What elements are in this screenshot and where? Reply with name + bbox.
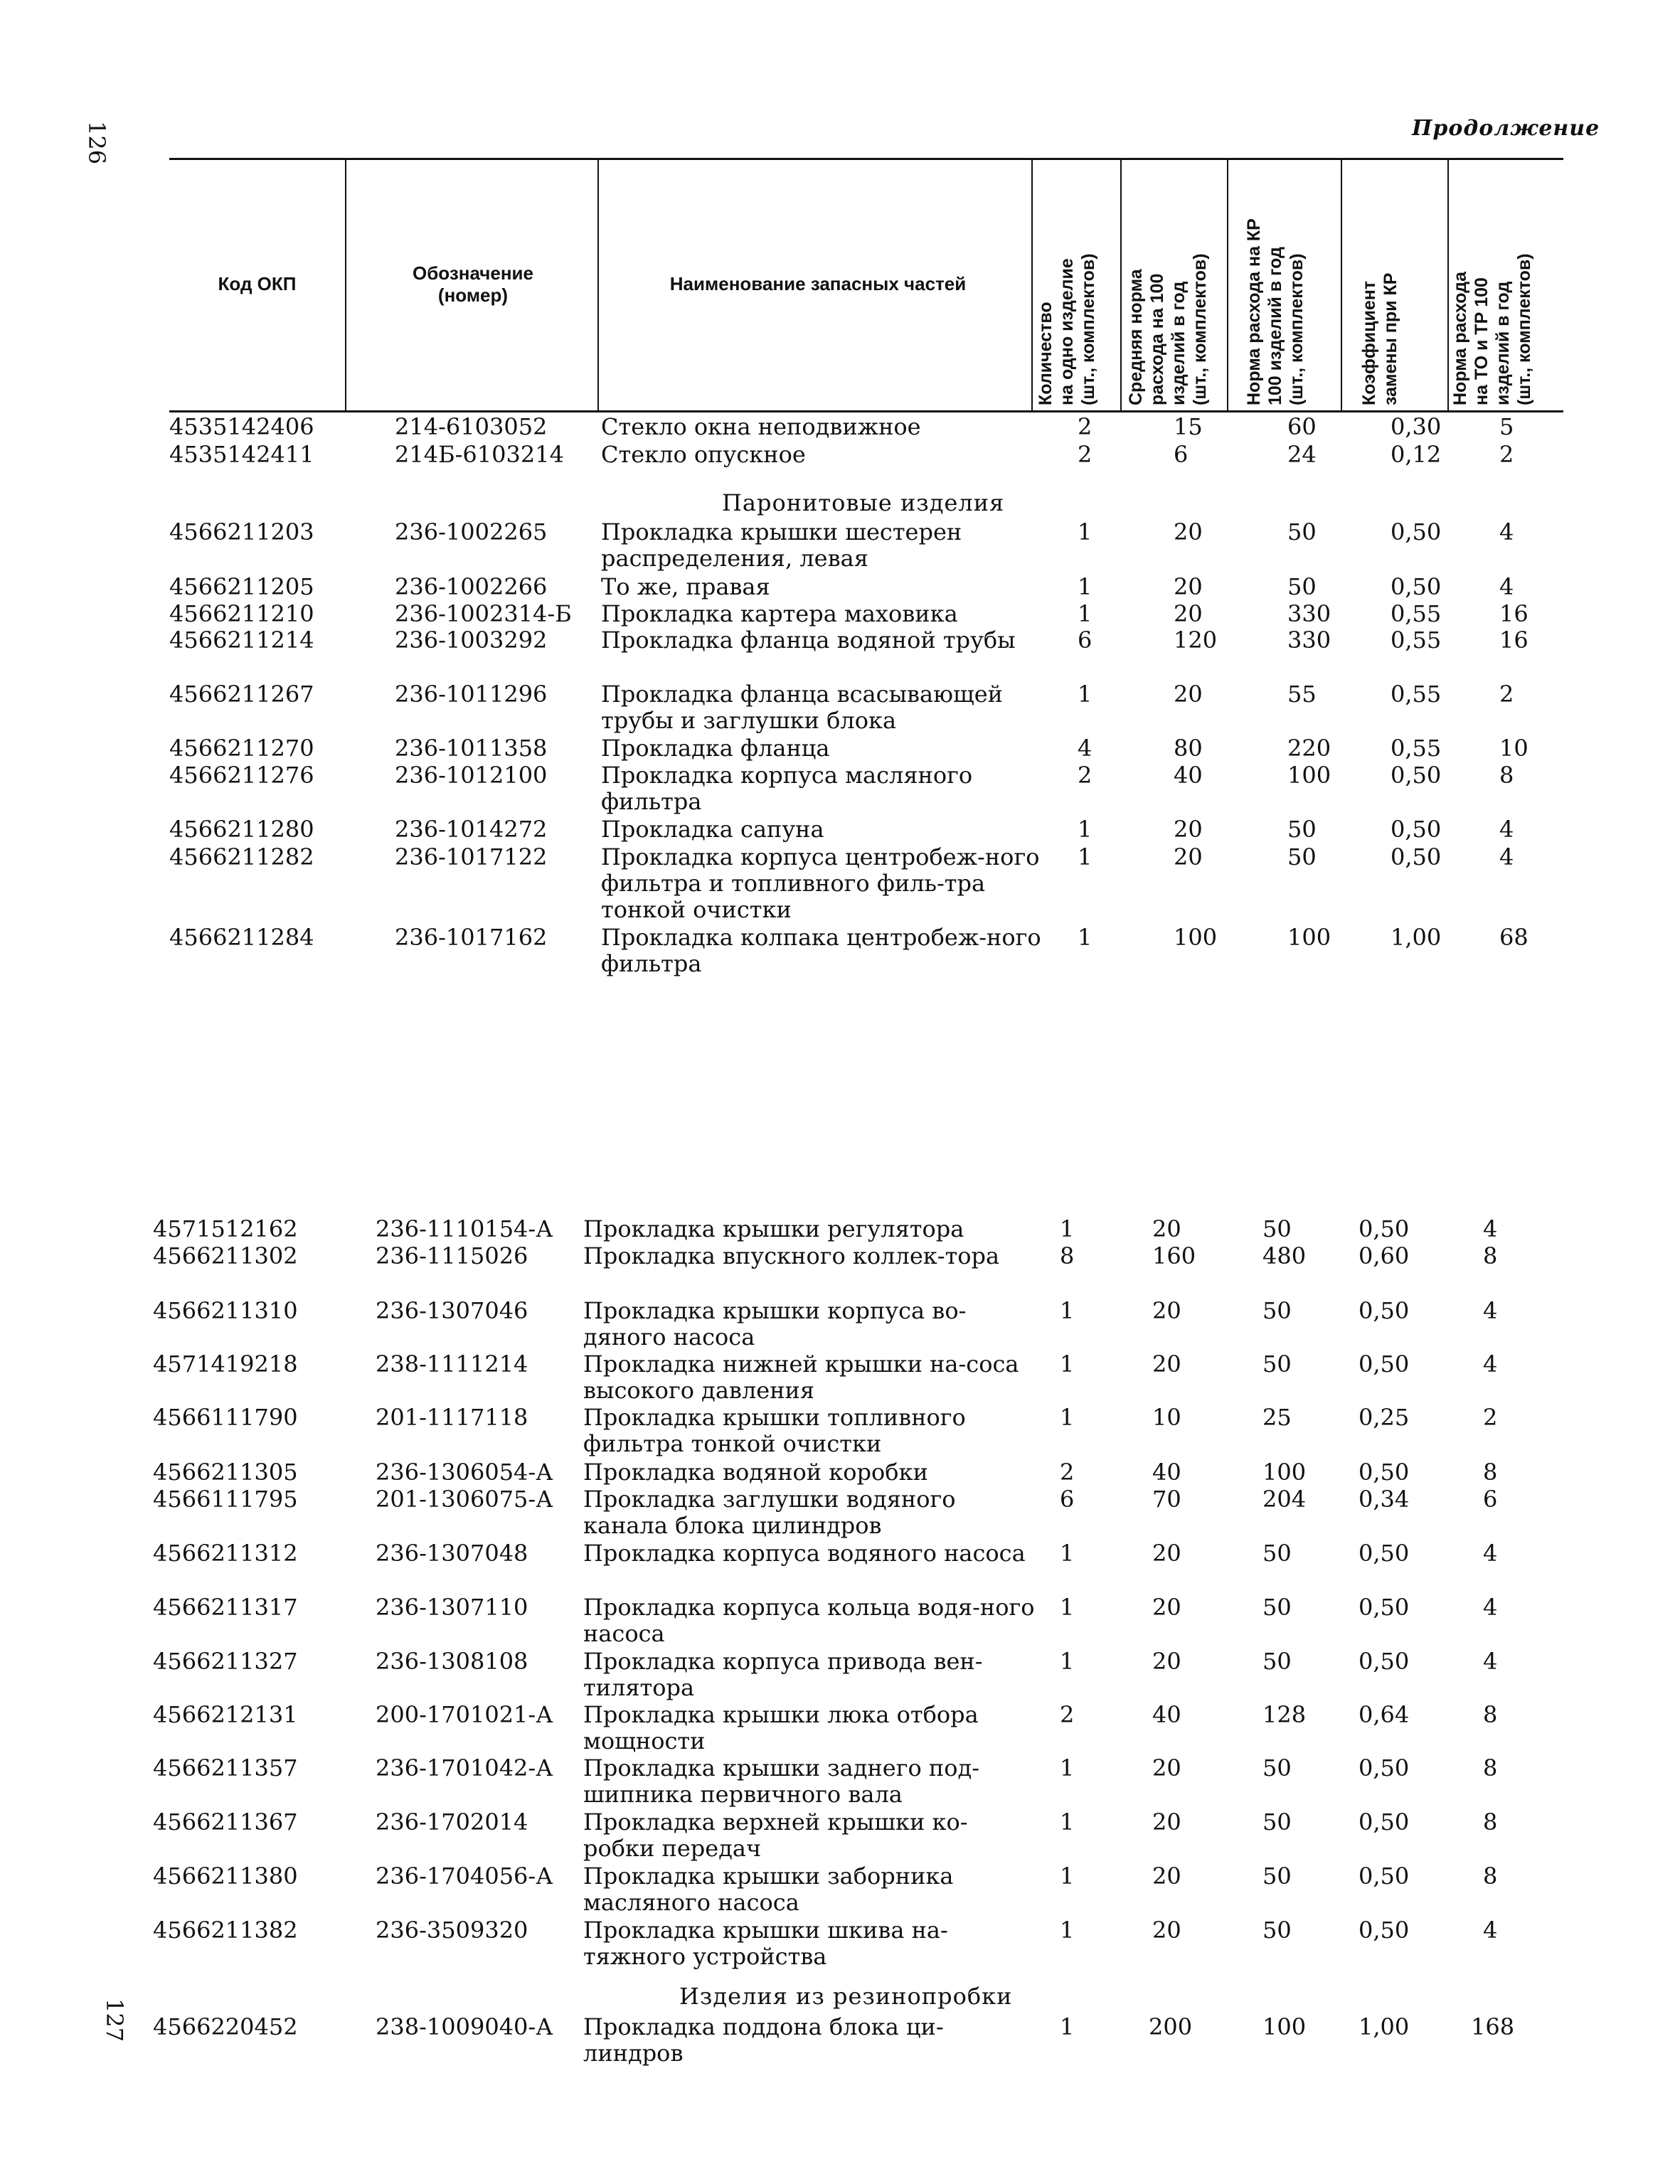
replace-coef: 0,12 <box>1391 441 1442 468</box>
avg-norm: 40 <box>1152 1459 1181 1486</box>
qty-per-unit: 1 <box>1060 1404 1075 1431</box>
part-name: Прокладка впускного коллек-тора <box>583 1242 1000 1269</box>
kr-norm: 480 <box>1262 1242 1307 1269</box>
part-name: Прокладка фланца <box>601 735 830 762</box>
to-norm: 5 <box>1499 413 1514 440</box>
designation: 236-1115026 <box>376 1242 528 1269</box>
avg-norm: 20 <box>1152 1215 1181 1242</box>
okp-code: 4566211205 <box>169 573 314 600</box>
kr-norm: 204 <box>1262 1486 1307 1513</box>
to-norm: 68 <box>1499 924 1529 951</box>
okp-code: 4566211312 <box>153 1540 298 1567</box>
kr-norm: 50 <box>1262 1809 1292 1836</box>
qty-per-unit: 1 <box>1078 924 1092 951</box>
to-norm: 16 <box>1499 600 1529 627</box>
part-name: Прокладка колпака центробеж-ного фильтра <box>601 924 1041 977</box>
okp-code: 4566211214 <box>169 627 314 654</box>
qty-per-unit: 1 <box>1078 843 1092 870</box>
avg-norm: 20 <box>1152 1351 1181 1378</box>
to-norm: 4 <box>1483 1215 1498 1242</box>
to-norm: 4 <box>1483 1917 1498 1944</box>
avg-norm: 200 <box>1149 2013 1193 2040</box>
replace-coef: 0,55 <box>1391 735 1442 762</box>
qty-per-unit: 1 <box>1060 1594 1075 1621</box>
qty-per-unit: 1 <box>1078 600 1092 627</box>
qty-per-unit: 1 <box>1060 1863 1075 1890</box>
okp-code: 4566211380 <box>153 1863 298 1890</box>
header-bottom-rule <box>169 410 1563 412</box>
kr-norm: 25 <box>1262 1404 1292 1431</box>
okp-code: 4566211210 <box>169 600 314 627</box>
page-number-top: 126 <box>83 121 110 165</box>
to-norm: 4 <box>1483 1648 1498 1675</box>
kr-norm: 50 <box>1262 1648 1292 1675</box>
part-name: Прокладка картера маховика <box>601 600 958 627</box>
avg-norm: 20 <box>1152 1863 1181 1890</box>
qty-per-unit: 1 <box>1060 2013 1075 2040</box>
part-name: Прокладка крышки шкива на-тяжного устройства <box>583 1917 948 1970</box>
replace-coef: 0,55 <box>1391 627 1442 654</box>
replace-coef: 0,50 <box>1359 1351 1410 1378</box>
kr-norm: 100 <box>1262 1459 1307 1486</box>
replace-coef: 1,00 <box>1391 924 1442 951</box>
to-norm: 8 <box>1483 1809 1498 1836</box>
avg-norm: 20 <box>1152 1809 1181 1836</box>
replace-coef: 0,50 <box>1359 1459 1410 1486</box>
designation: 236-1017162 <box>395 924 548 951</box>
okp-code: 4566211203 <box>169 518 314 545</box>
part-name: То же, правая <box>601 573 770 600</box>
to-norm: 4 <box>1483 1540 1498 1567</box>
avg-norm: 20 <box>1152 1648 1181 1675</box>
kr-norm: 55 <box>1287 681 1317 708</box>
qty-per-unit: 6 <box>1078 627 1092 654</box>
kr-norm: 50 <box>1262 1594 1292 1621</box>
avg-norm: 100 <box>1174 924 1218 951</box>
okp-code: 4566211284 <box>169 924 314 951</box>
designation: 238-1111214 <box>376 1351 528 1378</box>
kr-norm: 100 <box>1287 924 1331 951</box>
part-name: Прокладка корпуса привода вен-тилятора <box>583 1648 983 1701</box>
kr-norm: 50 <box>1287 843 1317 870</box>
header-divider <box>1031 158 1033 410</box>
avg-norm: 20 <box>1152 1917 1181 1944</box>
qty-per-unit: 8 <box>1060 1242 1075 1269</box>
to-norm: 168 <box>1471 2013 1515 2040</box>
designation: 236-3509320 <box>376 1917 528 1944</box>
header-code: Код ОКП <box>218 273 297 294</box>
replace-coef: 0,60 <box>1359 1242 1410 1269</box>
okp-code: 4566211327 <box>153 1648 298 1675</box>
to-norm: 16 <box>1499 627 1529 654</box>
to-norm: 2 <box>1499 681 1514 708</box>
designation: 214-6103052 <box>395 413 548 440</box>
okp-code: 4566220452 <box>153 2013 298 2040</box>
replace-coef: 0,50 <box>1359 1297 1410 1324</box>
to-norm: 4 <box>1499 573 1514 600</box>
okp-code: 4566212131 <box>153 1701 298 1728</box>
okp-code: 4566211305 <box>153 1459 298 1486</box>
qty-per-unit: 1 <box>1078 573 1092 600</box>
replace-coef: 0,34 <box>1359 1486 1410 1513</box>
to-norm: 4 <box>1499 816 1514 843</box>
kr-norm: 60 <box>1287 413 1317 440</box>
avg-norm: 15 <box>1174 413 1203 440</box>
to-norm: 4 <box>1483 1594 1498 1621</box>
part-name: Прокладка крышки топливного фильтра тонкой очистки <box>583 1404 966 1457</box>
qty-per-unit: 1 <box>1060 1648 1075 1675</box>
part-name: Прокладка корпуса масляного фильтра <box>601 762 973 815</box>
kr-norm: 50 <box>1262 1754 1292 1781</box>
header-divider <box>597 158 599 410</box>
designation: 236-1307110 <box>376 1594 528 1621</box>
part-name: Стекло опускное <box>601 441 806 468</box>
replace-coef: 0,64 <box>1359 1701 1410 1728</box>
kr-norm: 50 <box>1262 1863 1292 1890</box>
replace-coef: 0,55 <box>1391 681 1442 708</box>
designation: 236-1307046 <box>376 1297 528 1324</box>
qty-per-unit: 1 <box>1060 1754 1075 1781</box>
replace-coef: 0,55 <box>1391 600 1442 627</box>
avg-norm: 20 <box>1174 518 1203 545</box>
continuation-label: Продолжение <box>1412 116 1600 141</box>
kr-norm: 220 <box>1287 735 1331 762</box>
to-norm: 8 <box>1483 1754 1498 1781</box>
header-name: Наименование запасных частей <box>669 273 967 294</box>
replace-coef: 0,50 <box>1359 1215 1410 1242</box>
okp-code: 4571419218 <box>153 1351 298 1378</box>
header-divider <box>345 158 346 410</box>
avg-norm: 20 <box>1174 843 1203 870</box>
avg-norm: 70 <box>1152 1486 1181 1513</box>
part-name: Прокладка водяной коробки <box>583 1459 928 1486</box>
designation: 236-1012100 <box>395 762 548 789</box>
replace-coef: 0,50 <box>1359 1594 1410 1621</box>
to-norm: 6 <box>1483 1486 1498 1513</box>
to-norm: 4 <box>1483 1351 1498 1378</box>
qty-per-unit: 2 <box>1078 762 1092 789</box>
designation: 236-1002266 <box>395 573 548 600</box>
avg-norm: 160 <box>1152 1242 1196 1269</box>
replace-coef: 0,50 <box>1391 762 1442 789</box>
avg-norm: 120 <box>1174 627 1218 654</box>
qty-per-unit: 2 <box>1078 441 1092 468</box>
kr-norm: 330 <box>1287 600 1331 627</box>
okp-code: 4571512162 <box>153 1215 298 1242</box>
designation: 201-1306075-А <box>376 1486 553 1513</box>
qty-per-unit: 2 <box>1078 413 1092 440</box>
kr-norm: 100 <box>1287 762 1331 789</box>
to-norm: 10 <box>1499 735 1529 762</box>
part-name: Прокладка сапуна <box>601 816 824 843</box>
part-name: Прокладка крышки заборника масляного насоса <box>583 1863 954 1916</box>
part-name: Прокладка крышки заднего под-шипника первичного вала <box>583 1754 980 1808</box>
designation: 236-1110154-А <box>376 1215 553 1242</box>
part-name: Прокладка крышки регулятора <box>583 1215 964 1242</box>
qty-per-unit: 4 <box>1078 735 1092 762</box>
avg-norm: 40 <box>1174 762 1203 789</box>
qty-per-unit: 2 <box>1060 1701 1075 1728</box>
avg-norm: 10 <box>1152 1404 1181 1431</box>
okp-code: 4566111795 <box>153 1486 298 1513</box>
designation: 236-1307048 <box>376 1540 528 1567</box>
okp-code: 4535142406 <box>169 413 314 440</box>
qty-per-unit: 1 <box>1078 681 1092 708</box>
replace-coef: 1,00 <box>1359 2013 1410 2040</box>
kr-norm: 50 <box>1262 1215 1292 1242</box>
kr-norm: 50 <box>1287 518 1317 545</box>
to-norm: 8 <box>1499 762 1514 789</box>
okp-code: 4566211276 <box>169 762 314 789</box>
kr-norm: 50 <box>1287 816 1317 843</box>
okp-code: 4566211267 <box>169 681 314 708</box>
to-norm: 8 <box>1483 1242 1498 1269</box>
kr-norm: 330 <box>1287 627 1331 654</box>
qty-per-unit: 1 <box>1078 816 1092 843</box>
header-divider <box>1227 158 1228 410</box>
replace-coef: 0,50 <box>1359 1754 1410 1781</box>
header-divider <box>1341 158 1342 410</box>
avg-norm: 40 <box>1152 1701 1181 1728</box>
designation: 236-1702014 <box>376 1809 528 1836</box>
page-number-bottom: 127 <box>101 1998 128 2042</box>
avg-norm: 20 <box>1152 1754 1181 1781</box>
replace-coef: 0,50 <box>1359 1540 1410 1567</box>
to-norm: 2 <box>1499 441 1514 468</box>
qty-per-unit: 6 <box>1060 1486 1075 1513</box>
to-norm: 8 <box>1483 1701 1498 1728</box>
kr-norm: 24 <box>1287 441 1317 468</box>
qty-per-unit: 1 <box>1060 1540 1075 1567</box>
qty-per-unit: 1 <box>1060 1809 1075 1836</box>
designation: 236-1704056-А <box>376 1863 553 1890</box>
okp-code: 4535142411 <box>169 441 314 468</box>
designation: 236-1014272 <box>395 816 548 843</box>
okp-code: 4566211317 <box>153 1594 298 1621</box>
okp-code: 4566211280 <box>169 816 314 843</box>
part-name: Прокладка фланца всасывающей трубы и заглушки блока <box>601 681 1003 734</box>
okp-code: 4566211310 <box>153 1297 298 1324</box>
okp-code: 4566211282 <box>169 843 314 870</box>
qty-per-unit: 1 <box>1060 1351 1075 1378</box>
replace-coef: 0,50 <box>1359 1917 1410 1944</box>
kr-norm: 128 <box>1262 1701 1307 1728</box>
replace-coef: 0,50 <box>1359 1809 1410 1836</box>
designation: 236-1017122 <box>395 843 548 870</box>
section-paronite: Паронитовые изделия <box>722 489 1005 516</box>
designation: 236-1308108 <box>376 1648 528 1675</box>
replace-coef: 0,50 <box>1391 843 1442 870</box>
okp-code: 4566211382 <box>153 1917 298 1944</box>
designation: 236-1003292 <box>395 627 548 654</box>
okp-code: 4566111790 <box>153 1404 298 1431</box>
qty-per-unit: 1 <box>1078 518 1092 545</box>
avg-norm: 6 <box>1174 441 1189 468</box>
to-norm: 4 <box>1483 1297 1498 1324</box>
to-norm: 8 <box>1483 1459 1498 1486</box>
part-name: Прокладка корпуса кольца водя-ного насоса <box>583 1594 1035 1647</box>
designation: 236-1306054-А <box>376 1459 553 1486</box>
part-name: Прокладка нижней крышки на-соса высокого давления <box>583 1351 1019 1404</box>
part-name: Прокладка крышки шестерен распределения, левая <box>601 518 962 572</box>
qty-per-unit: 2 <box>1060 1459 1075 1486</box>
avg-norm: 80 <box>1174 735 1203 762</box>
replace-coef: 0,30 <box>1391 413 1442 440</box>
part-name: Стекло окна неподвижное <box>601 413 921 440</box>
avg-norm: 20 <box>1152 1594 1181 1621</box>
designation: 236-1011296 <box>395 681 548 708</box>
kr-norm: 50 <box>1262 1351 1292 1378</box>
replace-coef: 0,50 <box>1359 1648 1410 1675</box>
designation: 236-1011358 <box>395 735 548 762</box>
kr-norm: 50 <box>1262 1540 1292 1567</box>
part-name: Прокладка крышки люка отбора мощности <box>583 1701 979 1754</box>
part-name: Прокладка заглушки водяного канала блока цилиндров <box>583 1486 956 1539</box>
kr-norm: 100 <box>1262 2013 1307 2040</box>
avg-norm: 20 <box>1174 681 1203 708</box>
designation: 236-1002265 <box>395 518 548 545</box>
designation: 200-1701021-А <box>376 1701 553 1728</box>
okp-code: 4566211302 <box>153 1242 298 1269</box>
okp-code: 4566211367 <box>153 1809 298 1836</box>
avg-norm: 20 <box>1174 573 1203 600</box>
replace-coef: 0,50 <box>1391 518 1442 545</box>
part-name: Прокладка крышки корпуса во-дяного насоса <box>583 1297 967 1351</box>
qty-per-unit: 1 <box>1060 1215 1075 1242</box>
part-name: Прокладка корпуса водяного насоса <box>583 1540 1026 1567</box>
avg-norm: 20 <box>1152 1297 1181 1324</box>
part-name: Прокладка поддона блока ци-линдров <box>583 2013 944 2067</box>
qty-per-unit: 1 <box>1060 1917 1075 1944</box>
kr-norm: 50 <box>1262 1297 1292 1324</box>
avg-norm: 20 <box>1174 600 1203 627</box>
avg-norm: 20 <box>1152 1540 1181 1567</box>
avg-norm: 20 <box>1174 816 1203 843</box>
header-divider <box>1120 158 1122 410</box>
okp-code: 4566211270 <box>169 735 314 762</box>
replace-coef: 0,50 <box>1391 573 1442 600</box>
header-designation: Обозначение (номер) <box>413 262 533 306</box>
to-norm: 4 <box>1499 843 1514 870</box>
designation: 236-1002314-Б <box>395 600 572 627</box>
designation: 238-1009040-А <box>376 2013 553 2040</box>
designation: 201-1117118 <box>376 1404 528 1431</box>
header-divider <box>1447 158 1449 410</box>
section-rubbercork: Изделия из резинопробки <box>679 1983 1013 2010</box>
designation: 214Б-6103214 <box>395 441 564 468</box>
part-name: Прокладка фланца водяной трубы <box>601 627 1016 654</box>
designation: 236-1701042-А <box>376 1754 553 1781</box>
qty-per-unit: 1 <box>1060 1297 1075 1324</box>
to-norm: 8 <box>1483 1863 1498 1890</box>
kr-norm: 50 <box>1287 573 1317 600</box>
part-name: Прокладка корпуса центробеж-ного фильтра и топливного филь-тра тонкой очистки <box>601 843 1040 923</box>
replace-coef: 0,25 <box>1359 1404 1410 1431</box>
replace-coef: 0,50 <box>1359 1863 1410 1890</box>
replace-coef: 0,50 <box>1391 816 1442 843</box>
kr-norm: 50 <box>1262 1917 1292 1944</box>
part-name: Прокладка верхней крышки ко-робки передач <box>583 1809 968 1862</box>
to-norm: 2 <box>1483 1404 1498 1431</box>
okp-code: 4566211357 <box>153 1754 298 1781</box>
to-norm: 4 <box>1499 518 1514 545</box>
